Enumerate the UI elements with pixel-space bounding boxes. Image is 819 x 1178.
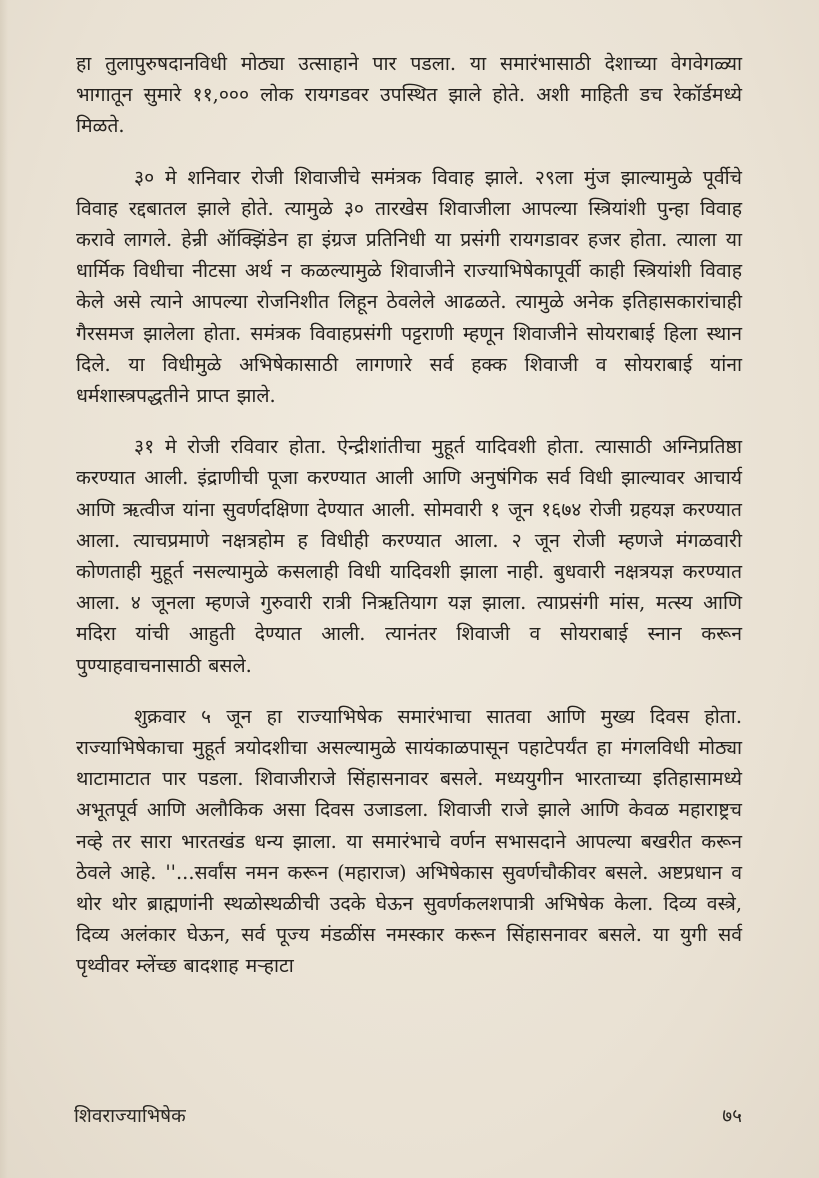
paragraph-tula-purush-dan: हा तुलापुरुषदानविधी मोठ्या उत्साहाने पार पडला. या समारंभासाठी देशाच्या वेगवेगळ्या भागातून सुमारे ११,००० लोक रायगडवर उपस्थित झाले होते. अशी माहिती डच रेकॉर्डमध्ये मिळते. — [76, 52, 742, 138]
paragraph-aindri-shanti: ३१ मे रोजी रविवार होता. ऐन्द्रीशांतीचा मुहूर्त यादिवशी होता. त्यासाठी अग्निप्रतिष्ठा करण्यात आली. इंद्राणीची पूजा करण्यात आली आणि अनुषंगिक सर्व विधी झाल्यावर आचार्य आणि ऋत्वीज यांना सुवर्णदक्षिणा देण्यात आली. सोमवारी १ जून १६७४ रोजी ग्रहयज्ञ करण्यात आला. त्याचप्रमाणे नक्षत्रहोम ह विधीही करण्यात आला. २ जून रोजी म्हणजे मंगळवारी कोणताही मुहूर्त नसल्यामुळे कसलाही विधी यादिवशी झाला नाही. बुधवारी नक्षत्रयज्ञ करण्यात आला. ४ जूनला म्हणजे गुरुवारी रात्री निऋतियाग यज्ञ झाला. त्याप्रसंगी मांस, मत्स्य आणि मदिरा यांची आहुती देण्यात आली. त्यानंतर शिवाजी व सोयराबाई स्नान करून पुण्याहवाचनासाठी बसले. — [76, 435, 742, 677]
paragraph-samantrak-vivah: ३० मे शनिवार रोजी शिवाजीचे समंत्रक विवाह झाले. २९ला मुंज झाल्यामुळे पूर्वीचे विवाह रद्दबातल झाले होते. त्यामुळे ३० तारखेस शिवाजीला आपल्या स्त्रियांशी पुन्हा विवाह करावे लागले. हेन्री ऑक्झिंडेन हा इंग्रज प्रतिनिधी या प्रसंगी रायगडावर हजर होता. त्याला या धार्मिक विधीचा नीटसा अर्थ न कळल्यामुळे शिवाजीने राज्याभिषेकापूर्वी काही स्त्रियांशी विवाह केले असे त्याने आपल्या रोजनिशीत लिहून ठेवलेले आढळते. त्यामुळे अनेक इतिहासकारांचाही गैरसमज झालेला होता. समंत्रक विवाहप्रसंगी पट्टराणी म्हणून शिवाजीने सोयराबाई हिला स्थान दिले. या विधीमुळे अभिषेकासाठी लागणारे सर्व हक्क शिवाजी व सोयराबाई यांना धर्मशास्त्रपद्धतीने प्राप्त झाले. — [76, 165, 742, 408]
page-footer — [74, 1102, 744, 1128]
page-edge-shadow — [0, 0, 8, 1178]
paragraph-rajyabhishek-day: शुक्रवार ५ जून हा राज्याभिषेक समारंभाचा सातवा आणि मुख्य दिवस होता. राज्याभिषेकाचा मुहूर्त त्रयोदशीचा असल्यामुळे सायंकाळपासून पहाटेपर्यंत हा मंगलविधी मोठ्या थाटामाटात पार पडला. शिवाजीराजे सिंहासनावर बसले. मध्ययुगीन भारताच्या इतिहासामध्ये अभूतपूर्व आणि अलौकिक असा दिवस उजाडला. शिवाजी राजे झाले आणि केवळ महाराष्ट्रच नव्हे तर सारा भारतखंड धन्य झाला. या समारंभाचे वर्णन सभासदाने आपल्या बखरीत करून ठेवले आहे. ''...सर्वांस नमन करून (महाराज) अभिषेकास सुवर्णचौकीवर बसले. अष्टप्रधान व थोर थोर ब्राह्मणांनी स्थळोस्थळीची उदके घेऊन सुवर्णकलशपात्री अभिषेक केला. दिव्य वस्त्रे, दिव्य अलंकार घेऊन, सर्व पूज्य मंडळींस नमस्कार करून सिंहासनावर बसले. या युगी सर्व पृथ्वीवर म्लेंच्छ बादशाह मऱ्हाटा — [76, 704, 742, 978]
page-number: ७५ — [722, 1105, 742, 1127]
page-body — [76, 48, 742, 1002]
running-title: शिवराज्याभिषेक — [74, 1105, 186, 1127]
